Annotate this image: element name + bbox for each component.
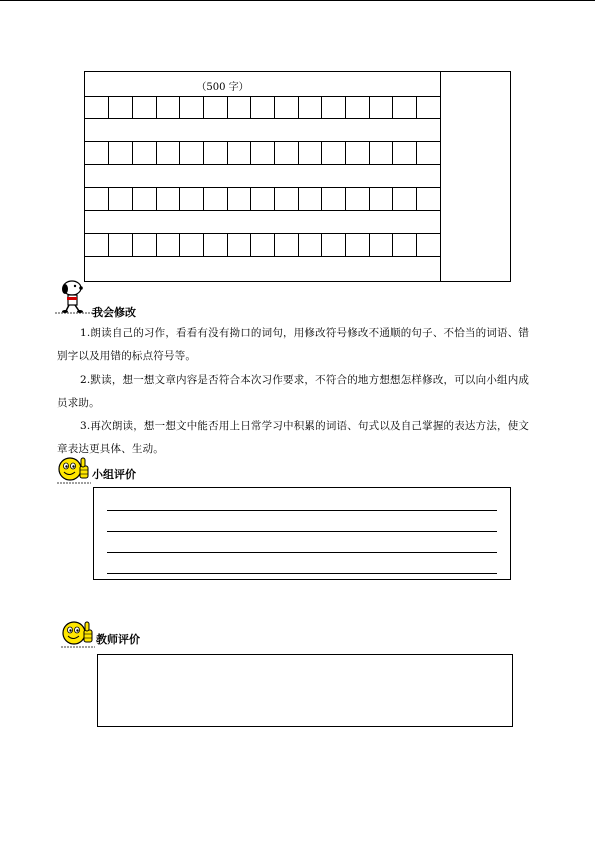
grid-cell-divider (108, 96, 109, 118)
writing-line (107, 531, 497, 532)
grid-row-cells-2[interactable] (85, 142, 440, 165)
grid-row-cells-4[interactable] (85, 234, 440, 257)
grid-cell-divider (227, 96, 228, 118)
grid-cell-divider (179, 188, 180, 210)
grid-cell-divider (203, 142, 204, 164)
composition-grid (84, 71, 511, 282)
grid-cell-divider (156, 96, 157, 118)
grid-cell-divider (369, 96, 370, 118)
writing-line (107, 552, 497, 553)
grid-cell-divider (250, 234, 251, 256)
writing-line (107, 573, 497, 574)
grid-cell-divider (132, 96, 133, 118)
grid-cell-divider (227, 142, 228, 164)
grid-cell-divider (132, 234, 133, 256)
grid-cell-divider (156, 188, 157, 210)
grid-cell-divider (416, 96, 417, 118)
revise-item-1: 1.朗读自己的习作，看看有没有拗口的词句，用修改符号修改不通顺的句子、不恰当的词语、错别字以及用错的标点符号等。 (57, 327, 530, 362)
grid-cell-divider (227, 234, 228, 256)
group-eval-title: 小组评价 (92, 468, 136, 481)
grid-cell-divider (345, 188, 346, 210)
grid-row-gap-4 (85, 257, 440, 280)
grid-cell-divider (369, 188, 370, 210)
revise-item-2: 2.默读，想一想文章内容是否符合本次习作要求，不符合的地方想想怎样修改，可以向小组内成员求助。 (57, 374, 530, 409)
grid-cell-divider (392, 188, 393, 210)
grid-cell-divider (416, 234, 417, 256)
grid-cell-divider (203, 234, 204, 256)
grid-cell-divider (132, 188, 133, 210)
writing-grid-area (85, 72, 441, 281)
grid-row-cells-3[interactable] (85, 188, 440, 211)
grid-cell-divider (345, 142, 346, 164)
grid-cell-divider (274, 234, 275, 256)
grid-row-gap-3 (85, 211, 440, 234)
grid-cell-divider (179, 96, 180, 118)
grid-cell-divider (416, 188, 417, 210)
grid-cell-divider (227, 188, 228, 210)
teacher-eval-title: 教师评价 (96, 633, 140, 646)
grid-cell-divider (274, 142, 275, 164)
grid-cell-divider (156, 234, 157, 256)
grid-cell-divider (321, 142, 322, 164)
grid-cell-divider (345, 234, 346, 256)
word-count-label: （500 字） (196, 82, 249, 93)
grid-cell-divider (108, 142, 109, 164)
grid-row-gap-1 (85, 119, 440, 142)
grid-cell-divider (392, 96, 393, 118)
grid-cell-divider (369, 234, 370, 256)
grid-cell-divider (274, 188, 275, 210)
grid-cell-divider (392, 234, 393, 256)
grid-cell-divider (203, 188, 204, 210)
grid-cell-divider (298, 188, 299, 210)
grid-cell-divider (203, 96, 204, 118)
grid-cell-divider (298, 96, 299, 118)
grid-cell-divider (321, 234, 322, 256)
grid-cell-divider (250, 142, 251, 164)
grid-cell-divider (250, 96, 251, 118)
grid-cell-divider (274, 96, 275, 118)
grid-cell-divider (345, 96, 346, 118)
grid-cell-divider (108, 234, 109, 256)
self-revise-title: 我会修改 (92, 306, 136, 319)
grid-cell-divider (179, 234, 180, 256)
grid-cell-divider (392, 142, 393, 164)
grid-row-gap-2 (85, 165, 440, 188)
snoopy-icon (55, 279, 93, 319)
grid-cell-divider (416, 142, 417, 164)
grid-cell-divider (108, 188, 109, 210)
grid-cell-divider (250, 188, 251, 210)
grid-row-cells-1[interactable] (85, 96, 440, 119)
thumbs-up-smiley-icon (61, 619, 97, 653)
grid-cell-divider (298, 142, 299, 164)
page-top-rule (0, 0, 595, 1)
grid-cell-divider (156, 142, 157, 164)
grid-cell-divider (321, 96, 322, 118)
grid-cell-divider (369, 142, 370, 164)
thumbs-up-smiley-icon (57, 455, 93, 489)
grid-cell-divider (298, 234, 299, 256)
teacher-eval-box[interactable] (97, 654, 513, 727)
grid-cell-divider (179, 142, 180, 164)
revise-item-3: 3.再次朗读，想一想文中能否用上日常学习中积累的词语、句式以及自己掌握的表达方法，使文章表达更具体、生动。 (57, 420, 530, 455)
word-count-caption (85, 72, 440, 97)
writing-line (107, 510, 497, 511)
group-eval-box[interactable] (93, 487, 511, 580)
grid-cell-divider (132, 142, 133, 164)
grid-cell-divider (321, 188, 322, 210)
